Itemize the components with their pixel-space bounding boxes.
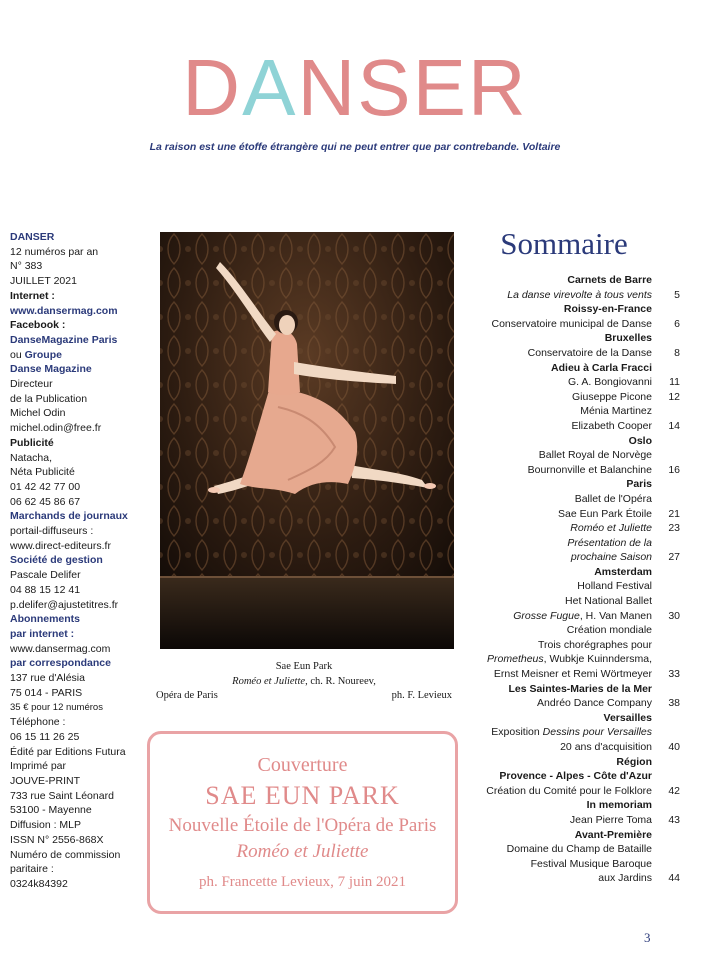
toc-entry-text: Elizabeth Cooper xyxy=(571,419,652,432)
toc-entry-text: Andréo Dance Company xyxy=(537,697,652,710)
toc-page-number: 8 xyxy=(674,346,680,359)
toc-entry-text: Ernst Meisner et Remi Wörtmeyer xyxy=(493,668,652,681)
toc-entry-text: Giuseppe Picone xyxy=(572,390,652,403)
toc-page-number: 16 xyxy=(668,463,680,476)
toc-entry xyxy=(450,798,680,813)
toc-entry xyxy=(450,521,680,536)
colophon-line: JUILLET 2021 xyxy=(10,275,77,288)
title-part-2: NSER xyxy=(297,43,528,132)
toc-page-number: 12 xyxy=(668,390,680,403)
toc-entry xyxy=(450,273,680,288)
toc-section-heading: Les Saintes-Maries de la Mer xyxy=(508,682,652,695)
toc-entry xyxy=(450,565,680,580)
colophon-line: JOUVE-PRINT xyxy=(10,775,81,788)
toc-entry xyxy=(450,594,680,609)
toc-page-number: 23 xyxy=(668,522,680,535)
toc-entry-text: Création du Comité pour le Folklore xyxy=(486,784,652,797)
cover-label: Couverture xyxy=(257,754,348,776)
toc-page-number: 14 xyxy=(668,419,680,432)
colophon-line: portail-diffuseurs : xyxy=(10,525,94,538)
colophon-group-label: Groupe xyxy=(24,348,62,361)
toc-section-heading: Région xyxy=(616,755,652,768)
sommaire-title: Sommaire xyxy=(500,226,628,261)
toc-entry xyxy=(450,638,680,653)
colophon xyxy=(10,230,150,892)
colophon-line: N° 383 xyxy=(10,260,43,273)
toc-entry xyxy=(450,477,680,492)
toc-page-number: 40 xyxy=(668,741,680,753)
cover-work: Roméo et Juliette xyxy=(236,841,369,862)
colophon-line: 137 rue d'Alésia xyxy=(10,672,85,685)
toc-entry xyxy=(450,813,680,828)
toc-entry xyxy=(450,492,680,507)
toc-entry xyxy=(450,857,680,872)
colophon-line: Abonnements xyxy=(10,613,81,626)
toc-entry xyxy=(450,288,680,303)
toc-entry xyxy=(450,536,680,551)
toc-entry xyxy=(450,696,680,711)
motto-quote: La raison est une étoffe étrangère qui ne peut entrer que par contrebande. Voltaire xyxy=(149,141,561,153)
caption-work-line xyxy=(156,675,452,690)
colophon-line: Téléphone : xyxy=(10,716,66,729)
colophon-line: 53100 - Mayenne xyxy=(10,804,92,817)
colophon-line: 04 88 15 12 41 xyxy=(10,583,81,596)
colophon-line: Diffusion : MLP xyxy=(10,819,82,832)
toc-entry xyxy=(450,331,680,346)
toc-section-heading: Carnets de Barre xyxy=(567,274,652,286)
colophon-line: 733 rue Saint Léonard xyxy=(10,789,114,802)
toc-entry xyxy=(450,361,680,376)
title-part-1: D xyxy=(182,43,243,132)
toc-italic-title: Prometheus xyxy=(487,653,544,666)
toc-entry xyxy=(450,375,680,390)
toc-entry xyxy=(450,711,680,726)
colophon-line: Marchands de journaux xyxy=(10,510,128,523)
toc-entry xyxy=(450,317,680,332)
toc-entry xyxy=(450,419,680,434)
toc-section-heading: Versailles xyxy=(603,711,652,724)
toc-entry xyxy=(450,507,680,522)
toc-entry xyxy=(450,652,680,667)
caption-work-title: Roméo et Juliette xyxy=(232,675,306,687)
colophon-line: 12 numéros par an xyxy=(10,245,99,258)
colophon-line: www.dansermag.com xyxy=(10,304,118,317)
toc-text-part: , Wubkje Kuinndersma, xyxy=(543,653,652,666)
colophon-line: par correspondance xyxy=(10,657,111,670)
toc-entry xyxy=(450,448,680,463)
colophon-line: de la Publication xyxy=(10,392,88,405)
toc-entry-text: La danse virevolte à tous vents xyxy=(507,288,652,301)
toc-section-heading: Oslo xyxy=(628,434,652,447)
colophon-line: Société de gestion xyxy=(10,554,103,567)
toc-entry xyxy=(450,784,680,799)
colophon-line: Danse Magazine xyxy=(10,363,92,376)
colophon-line: 0324k84392 xyxy=(10,877,68,890)
toc-entry-text xyxy=(491,725,652,740)
caption-choreographer: , ch. R. Noureev, xyxy=(305,675,376,687)
colophon-text: ou xyxy=(10,348,25,361)
toc-entry xyxy=(450,550,680,565)
colophon-line: Néta Publicité xyxy=(10,466,75,479)
colophon-line: Publicité xyxy=(10,436,54,449)
toc-page-number: 27 xyxy=(668,551,680,564)
colophon-line: 01 42 42 77 00 xyxy=(10,480,81,493)
toc-entry-text: Sae Eun Park Étoile xyxy=(558,507,652,520)
toc-page-number: 5 xyxy=(674,288,680,301)
toc-entry xyxy=(450,725,680,740)
toc-entry-text: aux Jardins xyxy=(598,872,652,885)
toc-section-heading: Provence - Alpes - Côte d'Azur xyxy=(499,770,652,783)
toc-entry-text: Conservatoire de la Danse xyxy=(527,346,652,359)
colophon-line: Numéro de commission xyxy=(10,848,121,861)
colophon-line: Internet : xyxy=(10,289,55,302)
caption-photographer: ph. F. Levieux xyxy=(391,690,452,701)
toc-italic-title: Grosse Fugue xyxy=(513,609,580,622)
toc-entry-text: Roméo et Juliette xyxy=(570,522,652,535)
colophon-line: DanseMagazine Paris xyxy=(10,333,118,346)
toc-entry-text: Festival Musique Baroque xyxy=(530,857,652,870)
toc-section-heading: Paris xyxy=(626,478,652,491)
colophon-line: Édité par Editions Futura xyxy=(10,745,126,758)
toc-entry xyxy=(450,667,680,682)
toc-page-number: 21 xyxy=(668,507,680,520)
colophon-line: www.dansermag.com xyxy=(10,642,111,655)
toc-entry xyxy=(450,346,680,361)
toc-entry xyxy=(450,769,680,784)
colophon-line: Facebook : xyxy=(10,319,66,332)
colophon-line: www.direct-editeurs.fr xyxy=(10,539,111,552)
toc-entry-text: Holland Festival xyxy=(577,580,652,593)
colophon-line: 75 014 - PARIS xyxy=(10,686,83,699)
toc-page-number: 6 xyxy=(674,317,680,330)
toc-entry-text: Domaine du Champ de Bataille xyxy=(506,843,652,856)
colophon-line: paritaire : xyxy=(10,863,54,876)
toc-entry-text xyxy=(487,652,652,667)
toc-entry-text: 20 ans d'acquisition xyxy=(560,741,652,753)
toc-entry xyxy=(450,755,680,770)
colophon-line: Directeur xyxy=(10,378,53,391)
toc-entry xyxy=(450,623,680,638)
toc-page-number: 30 xyxy=(668,609,680,622)
toc-entry xyxy=(450,871,680,886)
colophon-line: DANSER xyxy=(10,231,55,243)
toc-entry xyxy=(450,404,680,419)
toc-page-number: 33 xyxy=(668,668,680,681)
caption-credit-row xyxy=(156,689,452,704)
colophon-line: Imprimé par xyxy=(10,760,67,773)
toc-section-heading: Roissy-en-France xyxy=(563,303,652,316)
toc-section-heading: Bruxelles xyxy=(604,332,652,345)
cover-role: Nouvelle Étoile de l'Opéra de Paris xyxy=(168,815,437,836)
toc-entry xyxy=(450,609,680,624)
toc-entry-text: G. A. Bongiovanni xyxy=(567,376,652,389)
toc-entry xyxy=(450,579,680,594)
caption-venue: Opéra de Paris xyxy=(156,690,218,701)
toc-section-heading: Amsterdam xyxy=(594,565,652,578)
toc-section-heading: In memoriam xyxy=(586,799,652,812)
toc-page-number: 42 xyxy=(668,784,680,797)
colophon-line: Natacha, xyxy=(10,451,53,464)
toc-entry-text: Het National Ballet xyxy=(565,595,652,608)
colophon-line: Pascale Delifer xyxy=(10,569,81,582)
caption-dancer-name: Sae Eun Park xyxy=(275,661,333,672)
toc-entry xyxy=(450,434,680,449)
magazine-title xyxy=(0,43,710,132)
toc-entry-text: Jean Pierre Toma xyxy=(569,813,652,826)
toc-entry-text: Présentation de la xyxy=(567,536,652,549)
toc-page-number: 43 xyxy=(668,813,680,826)
colophon-line xyxy=(10,348,150,363)
toc-entry xyxy=(450,682,680,697)
toc-section-heading: Adieu à Carla Fracci xyxy=(551,361,652,374)
colophon-line: Michel Odin xyxy=(10,407,66,420)
colophon-line: michel.odin@free.fr xyxy=(10,422,102,435)
photo-caption xyxy=(156,660,452,704)
toc-entry-text: prochaine Saison xyxy=(570,551,652,564)
cover-info-box xyxy=(147,731,458,914)
table-of-contents xyxy=(450,273,680,886)
toc-entry-text: Bournonville et Balanchine xyxy=(527,463,652,476)
cover-credit: ph. Francette Levieux, 7 juin 2021 xyxy=(198,874,407,890)
cover-photo xyxy=(160,232,454,649)
toc-entry xyxy=(450,842,680,857)
toc-page-number: 11 xyxy=(669,376,680,389)
toc-page-number: 44 xyxy=(668,872,680,885)
toc-entry xyxy=(450,828,680,843)
colophon-line: 06 15 11 26 25 xyxy=(10,730,80,743)
toc-entry-text: Conservatoire municipal de Danse xyxy=(491,317,652,330)
toc-entry-text: Création mondiale xyxy=(566,624,652,637)
toc-italic-title: Dessins pour Versailles xyxy=(542,726,652,739)
colophon-line: par internet : xyxy=(10,627,75,640)
toc-entry-text: Ballet de l'Opéra xyxy=(574,492,652,505)
toc-entry-text xyxy=(513,609,652,624)
colophon-line: 35 € pour 12 numéros xyxy=(10,701,103,713)
colophon-line: ISSN N° 2556-868X xyxy=(10,833,104,846)
toc-text-part: , H. Van Manen xyxy=(579,609,652,622)
toc-entry xyxy=(450,463,680,478)
cover-dancer-name: SAE EUN PARK xyxy=(205,781,400,810)
toc-entry xyxy=(450,740,680,755)
colophon-line: p.delifer@ajustetitres.fr xyxy=(10,598,119,611)
toc-entry xyxy=(450,302,680,317)
page-number: 3 xyxy=(644,930,651,945)
toc-text-part: Exposition xyxy=(491,726,543,739)
title-accent-letter: A xyxy=(242,43,298,132)
toc-entry xyxy=(450,390,680,405)
toc-entry-text: Ballet Royal de Norvège xyxy=(538,449,652,462)
ballerina-leap-image xyxy=(160,232,454,649)
toc-entry-text: Ménia Martinez xyxy=(580,405,652,418)
toc-entry-text: Trois chorégraphes pour xyxy=(537,638,652,651)
colophon-line: 06 62 45 86 67 xyxy=(10,495,81,508)
toc-section-heading: Avant-Première xyxy=(574,828,652,841)
toc-page-number: 38 xyxy=(668,697,680,710)
